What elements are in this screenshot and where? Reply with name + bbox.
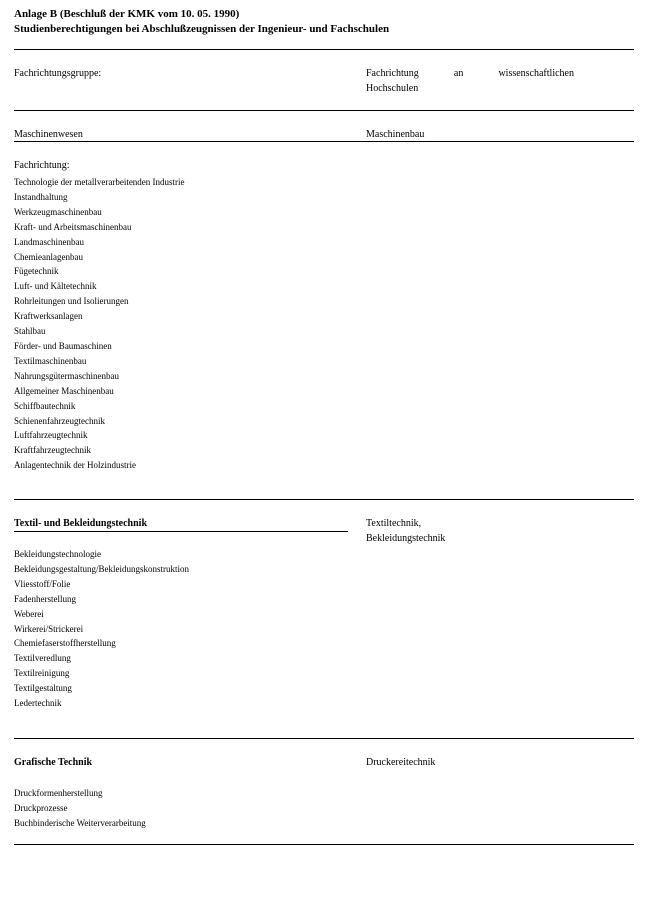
list-item: Werkzeugmaschinenbau: [14, 206, 102, 217]
column-heading-right-line2: Hochschulen: [366, 83, 419, 94]
list-item: Textilmaschinenbau: [14, 355, 87, 366]
target-bekleidungstechnik: Bekleidungstechnik: [366, 533, 446, 544]
target-maschinenbau: Maschinenbau: [366, 129, 425, 140]
divider: [14, 844, 634, 845]
list-item: Stahlbau: [14, 326, 46, 337]
list-item: Druckprozesse: [14, 802, 68, 813]
list-item: Rohrleitungen und Isolierungen: [14, 296, 129, 307]
section-title-grafik: Grafische Technik: [14, 757, 93, 768]
list-item: Bekleidungsgestaltung/Bekleidungskonstruktion: [14, 563, 189, 574]
section-title-maschinenwesen: Maschinenwesen: [14, 129, 83, 140]
divider: [14, 110, 634, 111]
document-title: Studienberechtigungen bei Abschlußzeugnissen der Ingenieur- und Fachschulen: [14, 23, 390, 35]
list-item: Schienenfahrzeugtechnik: [14, 415, 105, 426]
list-item: Förder- und Baumaschinen: [14, 340, 112, 351]
divider: [14, 141, 634, 142]
list-item: Chemieanlagenbau: [14, 251, 83, 262]
list-item: Ledertechnik: [14, 698, 62, 709]
column-heading-right-line1: [366, 67, 574, 81]
list-item: Vliesstoff/Folie: [14, 578, 71, 589]
divider: [14, 738, 634, 739]
list-item: Druckformenherstellung: [14, 788, 103, 798]
heading-word: an: [453, 68, 464, 79]
list-item: Textilreinigung: [14, 668, 70, 679]
list-item: Buchbinderische Weiterverarbeitung: [14, 817, 146, 828]
fachrichtung-label: Fachrichtung:: [14, 160, 70, 171]
maschinenwesen-list: [14, 175, 185, 473]
list-item: Wirkerei/Strickerei: [14, 623, 84, 634]
list-item: Luft- und Kältetechnik: [14, 281, 97, 292]
target-textiltechnik: Textiltechnik,: [366, 518, 422, 529]
heading-word: wissenschaftlichen: [498, 68, 574, 79]
list-item: Instandhaltung: [14, 191, 68, 202]
document-reference: Anlage B (Beschluß der KMK vom 10. 05. 1990): [14, 8, 240, 20]
target-druckereitechnik: Druckereitechnik: [366, 757, 436, 768]
heading-word: Fachrichtung: [366, 68, 419, 79]
list-item: Schiffbautechnik: [14, 400, 76, 411]
section-title-textil: Textil- und Bekleidungstechnik: [14, 518, 148, 529]
list-item: Fadenherstellung: [14, 593, 76, 604]
list-item: Textilveredlung: [14, 653, 71, 664]
list-item: Landmaschinenbau: [14, 236, 84, 247]
list-item: Kraftfahrzeugtechnik: [14, 445, 91, 456]
column-heading-left: Fachrichtungsgruppe:: [14, 68, 102, 79]
list-item: Chemiefaserstoffherstellung: [14, 638, 116, 649]
list-item: Weberei: [14, 608, 44, 619]
list-item: Anlagentechnik der Holzindustrie: [14, 460, 136, 471]
list-item: Kraftwerksanlagen: [14, 311, 83, 322]
list-item: Luftfahrzeugtechnik: [14, 430, 88, 441]
divider: [14, 49, 634, 50]
textil-list: [14, 547, 189, 711]
list-item: Textilgestaltung: [14, 683, 72, 694]
list-item: Allgemeiner Maschinenbau: [14, 385, 114, 396]
grafik-list: [14, 786, 146, 831]
list-item: Fügetechnik: [14, 266, 59, 277]
list-item: Bekleidungstechnologie: [14, 549, 101, 559]
divider: [14, 499, 634, 500]
section-underline: [14, 531, 348, 532]
list-item: Nahrungsgütermaschinenbau: [14, 370, 119, 381]
list-item: Kraft- und Arbeitsmaschinenbau: [14, 221, 132, 232]
list-item: Technologie der metallverarbeitenden Industrie: [14, 177, 185, 187]
